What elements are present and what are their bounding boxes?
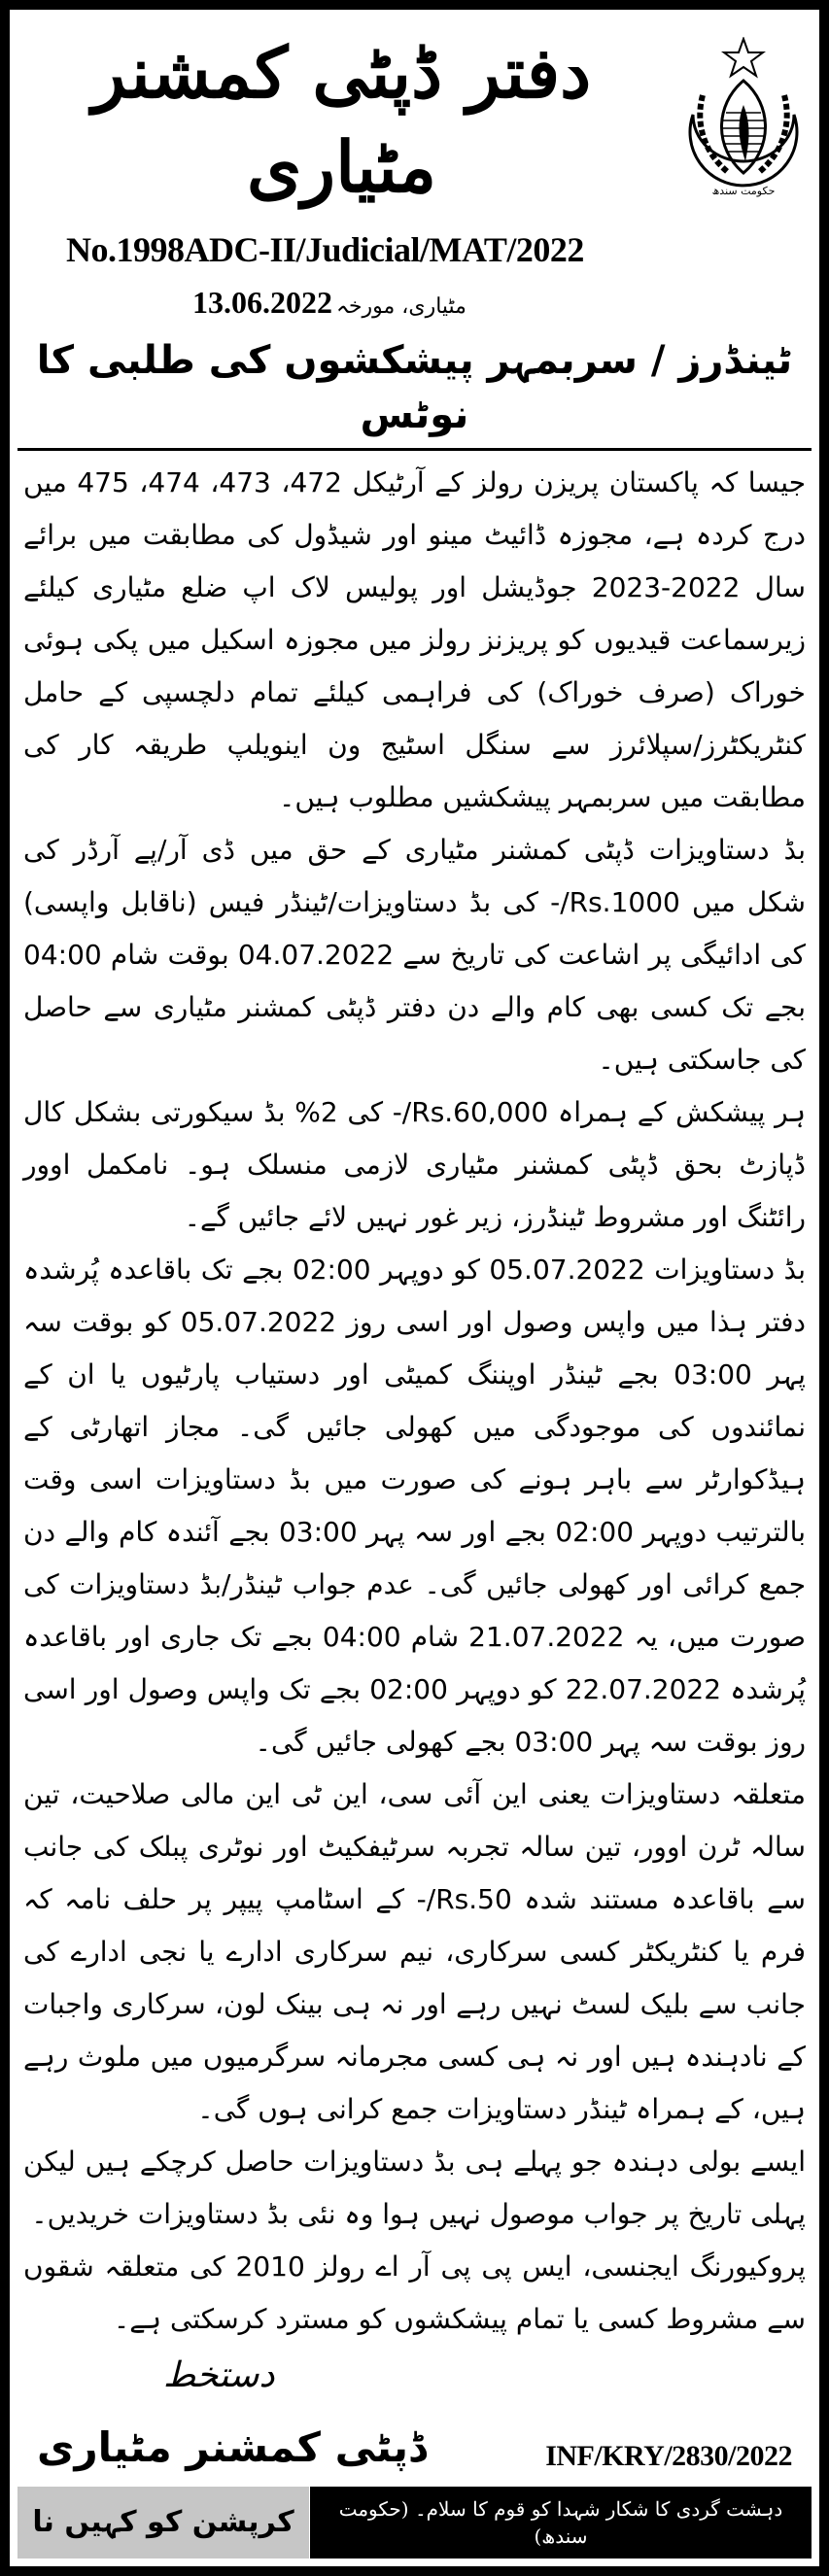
notice-page [10, 10, 819, 2566]
notice-body [17, 457, 812, 2346]
reference-number: No.1998ADC-II/Judicial/MAT/2022 [66, 230, 584, 270]
paragraph: ایسے بولی دہندہ جو پہلے ہی بڈ دستاویزات حاصل کرچکے ہیں لیکن پہلی تاریخ پر جواب موصول نہیں ہوا وہ نئی بڈ دستاویزات خریدیں۔ [23, 2145, 806, 2230]
sindh-government-logo-icon [675, 37, 812, 202]
paragraph: جیسا کہ پاکستان پریزن رولز کے آرٹیکل 472، 473، 474، 475 میں درج کردہ ہے، مجوزہ ڈائیٹ مینو اور شیڈول کی مطابقت میں برائے سال 2022-2023 جوڈیشل اور پولیس لاک اپ ضلع مٹیاری کیلئے زیرسماعت قیدیوں کو پریزنز رولز میں مجوزہ اسکیل میں پکی ہوئی خوراک (صرف خوراک) کی فراہمی کیلئے تمام دلچسپی کے حامل کنٹریکٹرز/سپلائرز سے سنگل اسٹیج ون اینویلپ طریقہ کار کی مطابقت میں سربمہر پیشکشیں مطلوب ہیں۔ [23, 465, 807, 813]
heading-divider [17, 448, 812, 451]
notice-heading: ٹینڈرز / سربمہر پیشکشوں کی طلبی کا نوٹس [36, 337, 793, 437]
paragraph: بڈ دستاویزات ڈپٹی کمشنر مٹیاری کے حق میں ڈی آر/پے آرڈر کی شکل میں Rs.1000/- کی بڈ دستاویزات/ٹینڈر فیس (ناقابل واپسی) کی ادائیگی پر اشاعت کی تاریخ سے 04.07.2022 بوقت شام 04:00 بجے تک کسی بھی کام والے دن دفتر ڈپٹی کمشنر مٹیاری سے حاصل کی جاسکتی ہیں۔ [23, 833, 806, 1076]
inf-number: INF/KRY/2830/2022 [545, 2439, 792, 2472]
paragraph: پروکیورنگ ایجنسی، ایس پی پی آر اے رولز 2010 کی متعلقہ شقوں سے مشروط کسی یا تمام پیشکشوں کو مسترد کرسکتی ہے۔ [23, 2250, 806, 2335]
office-title: دفتر ڈپٹی کمشنر مٹیاری [91, 31, 592, 209]
place-label: مٹیاری، مورخہ [336, 294, 466, 320]
notice-date: 13.06.2022 [192, 285, 332, 321]
martyrs-slogan: دہشت گردی کا شکار شہدا کو قوم کا سلام۔ (حکومت سندھ) [310, 2487, 812, 2559]
slogan-bar [17, 2487, 812, 2559]
place-date [192, 283, 812, 324]
paragraph: متعلقہ دستاویزات یعنی این آئی سی، این ٹی این مالی صلاحیت، تین سالہ ٹرن اوور، تین سالہ تجربہ سرٹیفکیٹ اور نوٹری پبلک کی جانب سے باقاعدہ مستند شدہ Rs.50/- کے اسٹامپ پیپر پر حلف نامہ کہ فرم یا کنٹریکٹر کسی سرکاری، نیم سرکاری ادارے یا نجی ادارے کی جانب سے بلیک لسٹ نہیں رہے اور نہ ہی بینک لون، سرکاری واجبات کے نادہندہ ہیں اور نہ ہی کسی مجرمانہ سرگرمیوں میں ملوث رہے ہیں، کے ہمراہ ٹینڈر دستاویزات جمع کرانی ہوں گی۔ [23, 1777, 807, 2125]
paragraph: بڈ دستاویزات 05.07.2022 کو دوپہر 02:00 بجے تک باقاعدہ پُرشدہ دفتر ہذا میں واپس وصول اور اسی روز 05.07.2022 کو بوقت سہ پہر 03:00 بجے ٹینڈر اوپننگ کمیٹی اور دستیاب پارٹیوں یا ان کے نمائندوں کی موجودگی میں کھولی جائیں گی۔ مجاز اتھارٹی کے ہیڈکوارٹر سے باہر ہونے کی صورت میں بڈ دستاویزات اسی وقت بالترتیب دوپہر 02:00 بجے اور سہ پہر 03:00 بجے آئندہ کام والے دن جمع کرائی اور کھولی جائیں گی۔ عدم جواب ٹینڈر/بڈ دستاویزات کی صورت میں، یہ 21.07.2022 شام 04:00 بجے تک جاری اور باقاعدہ پُرشدہ 22.07.2022 کو دوپہر 02:00 بجے تک واپس وصول اور اسی روز بوقت سہ پہر 03:00 بجے کھولی جائیں گی۔ [23, 1253, 807, 1758]
paragraph: ہر پیشکش کے ہمراہ Rs.60,000/- کی 2% بڈ سیکورتی بشکل کال ڈپازٹ بحق ڈپٹی کمشنر مٹیاری لازمی منسلک ہو۔ نامکمل اوور رائٹنگ اور مشروط ٹینڈرز، زیر غور نہیں لائے جائیں گے۔ [23, 1095, 806, 1233]
anti-corruption-slogan: کرپشن کو کہیں نا [17, 2487, 309, 2559]
signature: دستخط [163, 2354, 275, 2395]
header-row [17, 25, 812, 214]
signer-title: ڈپٹی کمشنر مٹیاری [37, 2423, 427, 2472]
logo-text: حکومت سندھ [711, 185, 776, 198]
signer-row [17, 2420, 812, 2477]
